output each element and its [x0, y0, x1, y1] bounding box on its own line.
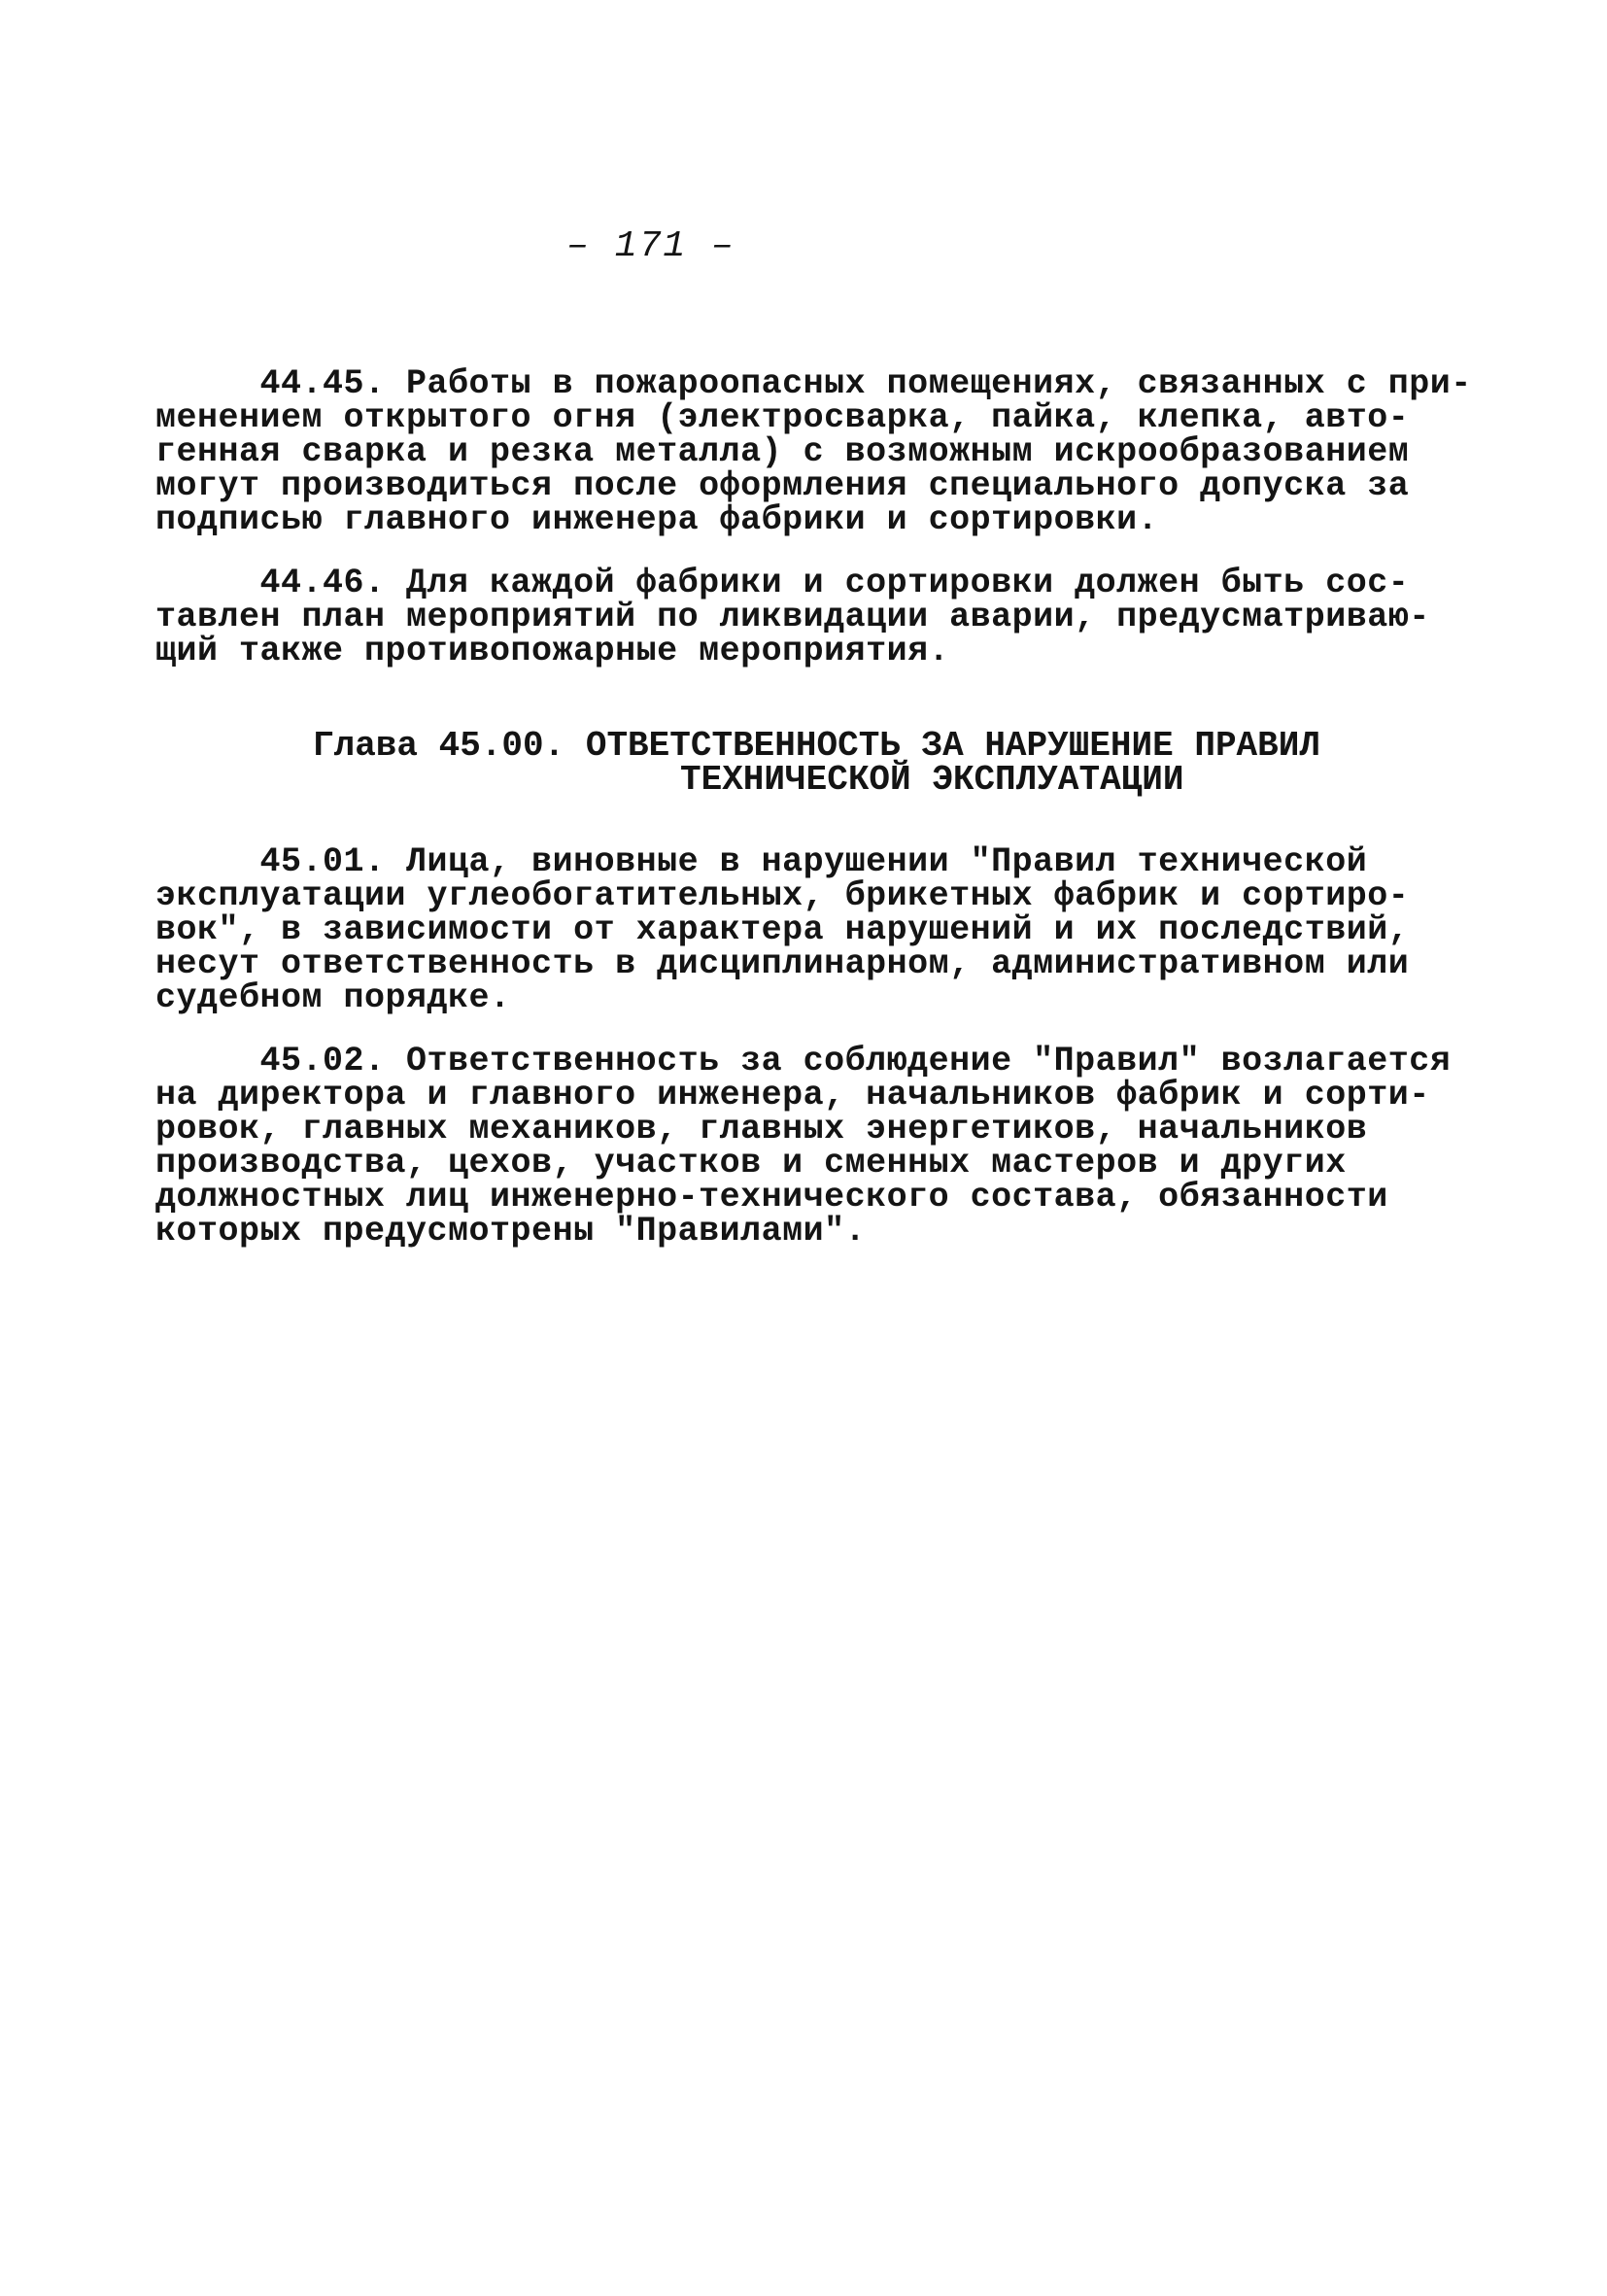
paragraph-line: которых предусмотрены "Правилами". — [155, 1212, 867, 1251]
page-number: – 171 – — [566, 225, 735, 267]
paragraph-44-45 — [155, 364, 1472, 539]
paragraph-45-01 — [155, 842, 1448, 1017]
paragraph-line: производства, цехов, участков и сменных мастеров и других — [155, 1144, 1347, 1182]
paragraph-44-46 — [155, 566, 1448, 668]
paragraph-45-02 — [155, 1042, 1452, 1251]
paragraph-line: 44.45. Работы в пожароопасных помещениях, связанных с при- — [155, 364, 1472, 403]
paragraph-line: судебном порядке. — [155, 978, 511, 1017]
paragraph-line: эксплуатации углеобогатительных, брикетных фабрик и сортиро- — [155, 876, 1410, 915]
paragraph-line: менением открытого огня (электросварка, пайка, клепка, авто- — [155, 398, 1410, 437]
paragraph-line: должностных лиц инженерно-технического состава, обязанности — [155, 1178, 1388, 1217]
paragraph-line: тавлен план мероприятий по ликвидации аварии, предусматриваю- — [155, 598, 1430, 636]
paragraph-line: ровок, главных механиков, главных энергетиков, начальников — [155, 1110, 1368, 1148]
paragraph-line: вок", в зависимости от характера нарушений и их последствий, — [155, 910, 1410, 949]
paragraph-line: на директора и главного инженера, начальников фабрик и сорти- — [155, 1076, 1430, 1114]
paragraph-line: несут ответственность в дисциплинарном, административном или — [155, 944, 1410, 983]
paragraph-line: генная сварка и резка металла) с возможным искрообразованием — [155, 432, 1410, 471]
paragraph-line: могут производиться после оформления специального допуска за — [155, 466, 1410, 505]
chapter-heading — [0, 726, 1607, 800]
paragraph-line: 45.01. Лица, виновные в нарушении "Правил технической — [155, 842, 1368, 881]
paragraph-line: подписью главного инженера фабрики и сортировки. — [155, 500, 1159, 539]
paragraph-line: щий также противопожарные мероприятия. — [155, 632, 950, 670]
chapter-title-line2: ТЕХНИЧЕСКОЙ ЭКСПЛУАТАЦИИ — [680, 760, 1184, 800]
chapter-title-line1: Глава 45.00. ОТВЕТСТВЕННОСТЬ ЗА НАРУШЕНИЕ ПРАВИЛ — [313, 726, 1320, 766]
paragraph-line: 44.46. Для каждой фабрики и сортировки должен быть сос- — [155, 564, 1410, 602]
paragraph-line: 45.02. Ответственность за соблюдение "Правил" возлагается — [155, 1042, 1452, 1080]
